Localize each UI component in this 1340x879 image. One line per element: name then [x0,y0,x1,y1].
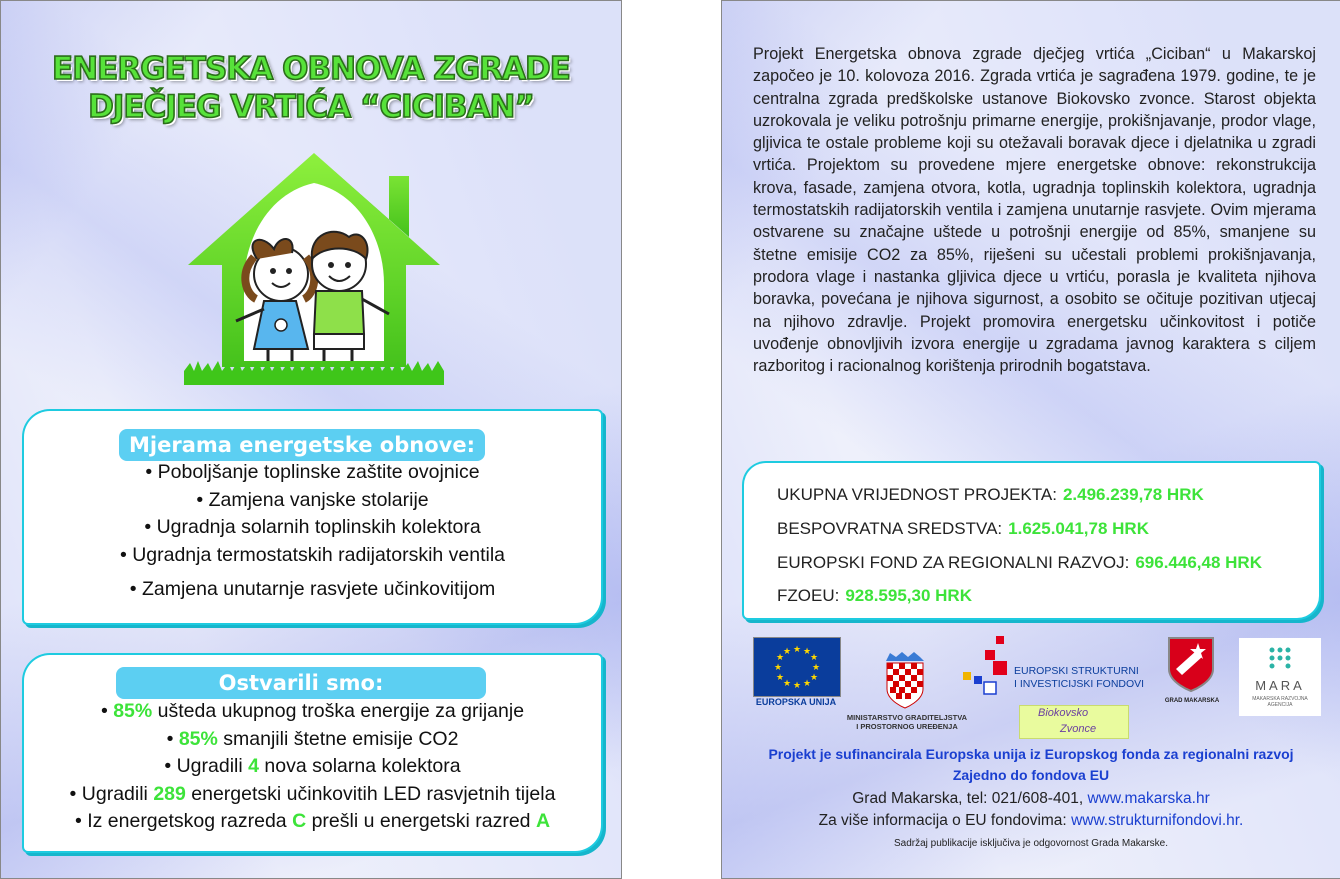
makarska-coat-of-arms-logo [1166,635,1216,693]
cofinanced-statement: Projekt je sufinancirala Europska unija iz Europskog fonda za regionalni razvoj [768,746,1294,762]
esif-label: EUROPSKI STRUKTURNI I INVESTICIJSKI FONDOVI [1014,665,1145,690]
measure-item: • Zamjena vanjske stolarije [196,489,429,511]
svg-text:★: ★ [782,647,792,657]
eu-flag-logo [753,637,841,697]
measures-card [24,411,601,623]
svg-text:★: ★ [792,681,802,691]
measure-item: • Ugradnja termostatskih radijatorskih ventila [119,544,506,566]
achievement-item: • Ugradili 289 energetski učinkovitih LED rasvjetnih tijela [69,783,556,805]
achievement-item: • Ugradili 4 nova solarna kolektora [164,755,461,777]
page-title-line2: DJEČJEG VRTIĆA “CICIBAN” [88,89,534,125]
achievement-item: • 85% smanjili štetne emisije CO2 [166,728,459,750]
svg-text:★: ★ [802,647,812,657]
finance-row: BESPOVRATNA SREDSTVA: 1.625.041,78 HRK [777,519,1149,538]
svg-text:★: ★ [802,679,812,689]
makarska-label: GRAD MAKARSKA [1164,698,1220,704]
measures-heading: Mjerama energetske obnove: [119,429,485,461]
house-with-children-illustration [184,149,444,385]
svg-text:★: ★ [773,663,783,673]
info-line: Za više informacija o EU fondovima: www.strukturnifondovi.hr. [818,812,1244,829]
left-page [0,0,622,879]
right-page [721,0,1340,879]
ministry-label: MINISTARSTVO GRADITELJSTVA I PROSTORNOG UREĐENJA [846,713,968,731]
croatian-coat-of-arms-logo [882,651,928,709]
mara-logo: MARA MAKARSKA RAZVOJNA AGENCIJA [1239,638,1321,716]
finance-row: FZOEU: 928.595,30 HRK [777,586,972,605]
project-description: Projekt Energetska obnova zgrade dječjeg vrtića „Ciciban“ u Makarskoj započeo je 10. kolovoza 2016. Zgrada vrtića je sagrađena 1979. godine, te je centralna zgrada predškolske ustanove Biokovsko zvonce. Starost objekta uzrokovala je veliku potrošnju primarne energije, prokišnjavanje, prodor vlage, gljivica te ostale probleme koji su otežavali boravak djece i djelatnika u zgradi vrtića. Projektom su provedene mjere energetske obnove: rekonstrukcija krova, fasade, zamjena otvora, kotla, ugradnja toplinskih kolektora, ugradnja termostatskih radijatorskih ventila i zamjena unutarnje rasvjete. Ovim mjerama ostvarene su značajne uštede u potrošnji energije od 85%, smanjene su štetne emisije CO2 za 85%, riješeni su učestali problemi prokišnjavanja, prodora vlage i nastanka gljivica djece u vrtiću, porasla je kvaliteta njihova boravka, povećana je njihova sigurnost, a osobito se očituje pozitivan utjecaj na njihovo zdravlje. Projekt promovira energetsku učinkovitost i potiče uvođenje obnovljivih izvora energije u zgradama javnog karaktera s ciljem razboritog i racionalnog korištenja prirodnih bogatstava. [753,45,1316,376]
achievement-item: • Iz energetskog razreda C prešli u energetski razred A [74,810,551,832]
svg-text:★: ★ [775,653,785,663]
disclaimer: Sadržaj publikacije isključiva je odgovornost Grada Makarske. [893,838,1169,849]
measure-item: • Ugradnja solarnih toplinskih kolektora [144,516,481,538]
eu-funds-website-link[interactable]: www.strukturnifondovi.hr. [1071,812,1244,829]
svg-text:★: ★ [811,663,821,673]
contact-line: Grad Makarska, tel: 021/608-401, www.makarska.hr [852,790,1210,807]
achievement-item: • 85% ušteda ukupnog troška energije za grijanje [100,700,525,722]
svg-text:★: ★ [792,645,802,655]
measure-item: • Zamjena unutarnje rasvjete učinkovitijom [129,578,496,600]
eu-label: EUROPSKA UNIJA [755,697,837,707]
svg-text:★: ★ [782,679,792,689]
biokovsko-zvonce-logo: Biokovsko Zvonce [1019,705,1129,739]
svg-text:★: ★ [775,673,785,683]
achievements-heading: Ostvarili smo: [116,667,486,699]
finance-row: EUROPSKI FOND ZA REGIONALNI RAZVOJ: 696.446,48 HRK [777,553,1262,572]
page-title-line1: ENERGETSKA OBNOVA ZGRADE [52,51,570,87]
achievements-card [24,655,601,851]
finance-row: UKUPNA VRIJEDNOST PROJEKTA: 2.496.239,78 HRK [777,485,1204,504]
svg-text:★: ★ [809,653,819,663]
measure-item: • Poboljšanje toplinske zaštite ovojnice [145,461,480,483]
esif-logo-icon [960,634,1020,696]
finance-card [744,463,1319,618]
makarska-website-link[interactable]: www.makarska.hr [1087,790,1210,807]
svg-text:★: ★ [809,673,819,683]
slogan: Zajedno do fondova EU [952,767,1110,783]
